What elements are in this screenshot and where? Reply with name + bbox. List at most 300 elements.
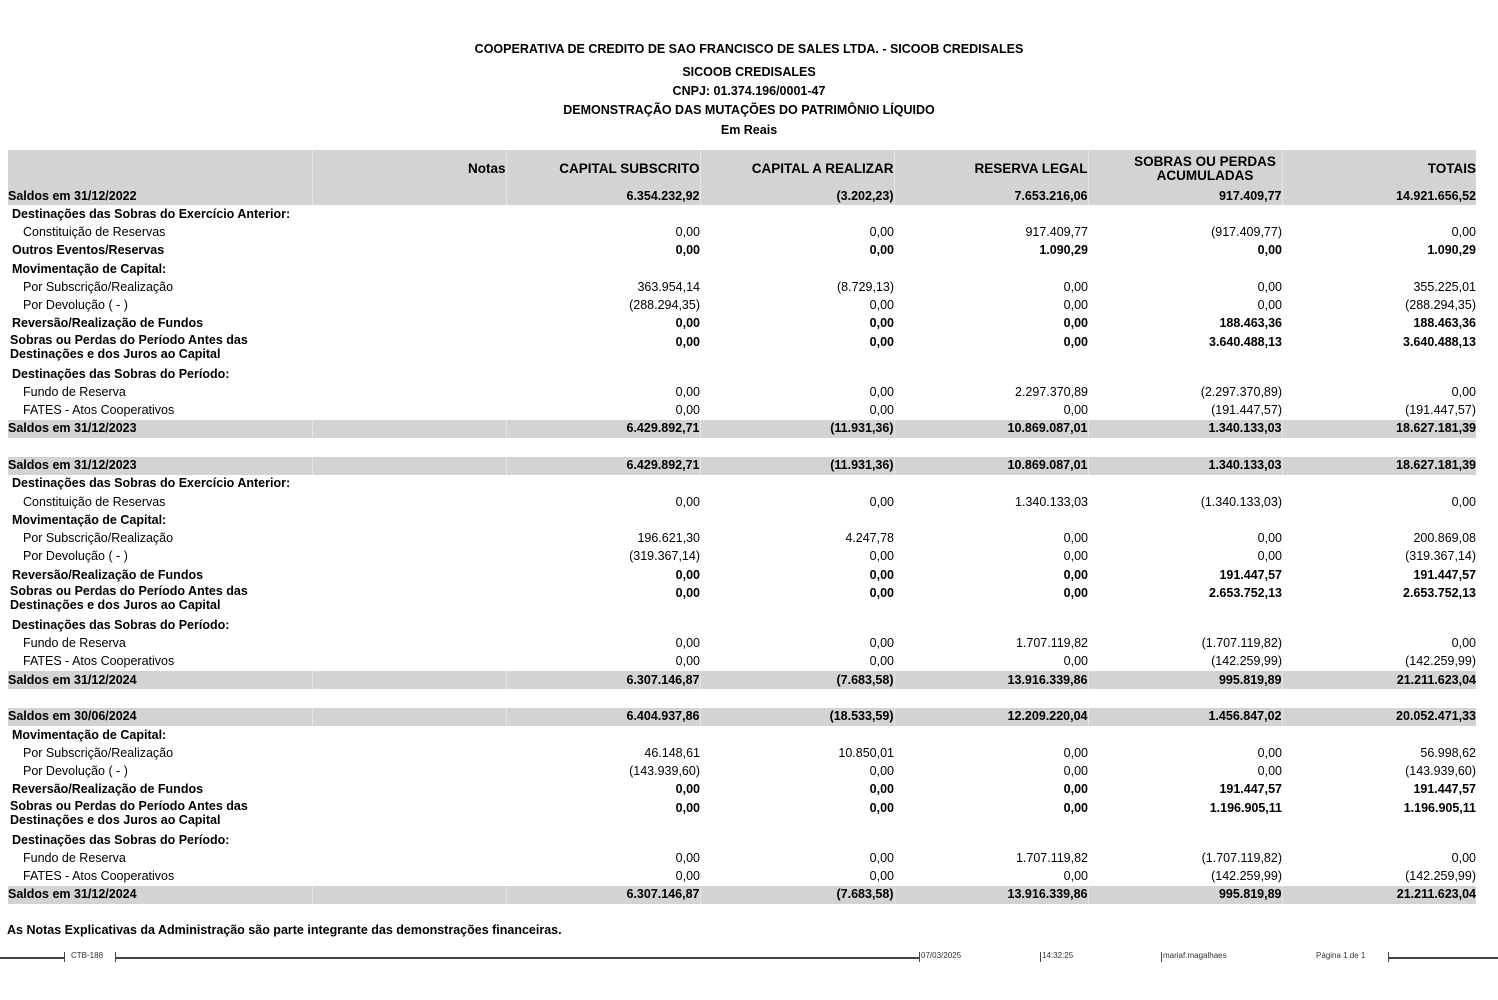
- cell-reserva-legal: 0,00: [1063, 745, 1088, 760]
- cell-notas: [312, 333, 506, 365]
- cell-sobras-perdas: 1.340.133,03: [1088, 457, 1282, 475]
- table-row: [8, 831, 1476, 849]
- cell-sobras-perdas: 995.819,89: [1088, 671, 1282, 689]
- row-label: [8, 689, 312, 708]
- cell-reserva-legal: 0,00: [1063, 549, 1088, 564]
- cell-capital-subscrito: [506, 831, 700, 849]
- cell-totais: 2.653.752,13: [1403, 586, 1476, 601]
- cell-reserva-legal: 1.090,29: [1039, 243, 1088, 258]
- cell-capital-a-realizar: 0,00: [869, 494, 894, 509]
- cell-totais: [1282, 475, 1476, 493]
- col-header-notas: Notas: [312, 150, 506, 187]
- table-row: [8, 566, 1476, 584]
- cell-capital-subscrito: 363.954,14: [637, 279, 700, 294]
- cell-capital-subscrito: 6.404.937,86: [506, 708, 700, 726]
- cell-reserva-legal: [894, 831, 1088, 849]
- table-row: [8, 315, 1476, 333]
- equity-changes-table: [8, 150, 1476, 904]
- cell-capital-a-realizar: [700, 475, 894, 493]
- cell-reserva-legal: 1.707.119,82: [1015, 636, 1088, 651]
- cell-notas: [312, 224, 506, 242]
- table-row: [8, 242, 1476, 260]
- cell-notas: [312, 671, 506, 689]
- footer-tick: [64, 952, 65, 962]
- cell-capital-subscrito: 0,00: [675, 801, 700, 815]
- cell-capital-subscrito: [506, 260, 700, 278]
- cell-capital-a-realizar: [700, 726, 894, 744]
- cell-totais: 0,00: [1451, 384, 1476, 399]
- cell-reserva-legal: 0,00: [1063, 801, 1088, 815]
- row-label: Por Subscrição/Realização: [23, 531, 174, 546]
- row-label: Fundo de Reserva: [23, 636, 126, 651]
- cell-capital-a-realizar: 0,00: [869, 869, 894, 884]
- cell-sobras-perdas: [1088, 205, 1282, 223]
- cell-capital-subscrito: 0,00: [675, 850, 700, 865]
- cell-reserva-legal: 1.340.133,03: [1015, 494, 1088, 509]
- print-date: 07/03/2025: [921, 951, 962, 960]
- cell-totais: 1.090,29: [1427, 243, 1476, 258]
- row-label: Reversão/Realização de Fundos: [12, 782, 204, 797]
- balance-row: [8, 457, 1476, 475]
- cell-capital-a-realizar: 0,00: [869, 403, 894, 418]
- cell-sobras-perdas: [1088, 831, 1282, 849]
- cell-reserva-legal: 0,00: [1063, 782, 1088, 797]
- cell-totais: 0,00: [1451, 225, 1476, 240]
- cell-capital-a-realizar: (7.683,58): [700, 886, 894, 904]
- cell-sobras-perdas: 2.653.752,13: [1209, 586, 1282, 601]
- table-row: [8, 365, 1476, 383]
- footer-rule: [116, 957, 919, 959]
- row-label: [8, 438, 312, 457]
- cell-reserva-legal: 13.916.339,86: [894, 886, 1088, 904]
- cell-notas: [312, 584, 506, 616]
- table-row: [8, 548, 1476, 566]
- footer-rule: [0, 957, 64, 959]
- table-row: [8, 799, 1476, 831]
- row-label: Movimentação de Capital:: [12, 727, 167, 742]
- row-label: Sobras ou Perdas do Período Antes das Destinações e dos Juros ao Capital: [10, 333, 248, 361]
- cell-capital-a-realizar: 0,00: [869, 636, 894, 651]
- cell-reserva-legal: [894, 205, 1088, 223]
- cell-reserva-legal: 10.869.087,01: [894, 420, 1088, 438]
- cell-capital-subscrito: 0,00: [675, 636, 700, 651]
- col-header-label: [8, 150, 312, 187]
- row-label: Constituição de Reservas: [23, 494, 166, 509]
- cell-capital-subscrito: 46.148,61: [644, 745, 700, 760]
- footer-rule: [1389, 957, 1498, 959]
- cell-capital-subscrito: 0,00: [675, 869, 700, 884]
- cell-capital-a-realizar: [700, 689, 894, 708]
- balance-row: [8, 671, 1476, 689]
- currency-unit: Em Reais: [720, 123, 778, 137]
- cell-totais: (142.259,99): [1405, 654, 1476, 669]
- balance-row: [8, 886, 1476, 904]
- footer-tick: [1040, 952, 1041, 962]
- cell-capital-subscrito: 196.621,30: [637, 531, 700, 546]
- cell-capital-subscrito: 0,00: [675, 654, 700, 669]
- cell-sobras-perdas: (917.409,77): [1211, 225, 1282, 240]
- cell-reserva-legal: 0,00: [1063, 298, 1088, 313]
- cell-capital-subscrito: 0,00: [675, 316, 700, 331]
- cell-totais: 191.447,57: [1413, 782, 1476, 797]
- cell-capital-subscrito: 0,00: [675, 335, 700, 349]
- cell-totais: 200.869,08: [1413, 531, 1476, 546]
- cell-capital-subscrito: [506, 205, 700, 223]
- cell-totais: 21.211.623,04: [1282, 886, 1476, 904]
- cell-capital-a-realizar: 4.247,78: [845, 531, 894, 546]
- row-label: Por Subscrição/Realização: [23, 279, 174, 294]
- table-row: [8, 383, 1476, 401]
- cell-capital-subscrito: 0,00: [675, 384, 700, 399]
- table-row: [8, 616, 1476, 634]
- cell-notas: [312, 315, 506, 333]
- table-row: [8, 205, 1476, 223]
- row-label: Reversão/Realização de Fundos: [12, 567, 204, 582]
- col-header-capital-a-realizar: CAPITAL A REALIZAR: [700, 150, 894, 187]
- cell-notas: [312, 457, 506, 475]
- cell-sobras-perdas: 995.819,89: [1088, 886, 1282, 904]
- cell-capital-subscrito: 0,00: [675, 403, 700, 418]
- cell-notas: [312, 726, 506, 744]
- row-label: Saldos em 31/12/2022: [8, 187, 312, 205]
- cell-notas: [312, 548, 506, 566]
- cell-capital-a-realizar: [700, 205, 894, 223]
- cell-capital-a-realizar: (11.931,36): [700, 420, 894, 438]
- cell-capital-subscrito: [506, 689, 700, 708]
- cell-notas: [312, 868, 506, 886]
- row-label: Constituição de Reservas: [23, 225, 166, 240]
- footer-tick: [1161, 952, 1162, 962]
- cell-capital-subscrito: (288.294,35): [629, 298, 700, 313]
- cell-capital-a-realizar: 0,00: [869, 549, 894, 564]
- table-row: [8, 781, 1476, 799]
- cell-capital-a-realizar: 0,00: [869, 654, 894, 669]
- cell-capital-subscrito: 0,00: [675, 782, 700, 797]
- cell-notas: [312, 511, 506, 529]
- row-label: FATES - Atos Cooperativos: [23, 654, 175, 669]
- table-row: [8, 333, 1476, 365]
- cell-capital-subscrito: [506, 616, 700, 634]
- cell-notas: [312, 831, 506, 849]
- cell-reserva-legal: 2.297.370,89: [1015, 384, 1088, 399]
- spacer-row: [8, 689, 1476, 708]
- row-label: Reversão/Realização de Fundos: [12, 316, 204, 331]
- cell-totais: 18.627.181,39: [1282, 420, 1476, 438]
- cell-capital-subscrito: 0,00: [675, 586, 700, 601]
- table-row: [8, 260, 1476, 278]
- cell-notas: [312, 383, 506, 401]
- cell-capital-subscrito: 0,00: [675, 494, 700, 509]
- cell-sobras-perdas: [1088, 365, 1282, 383]
- cell-totais: (319.367,14): [1405, 549, 1476, 564]
- cell-notas: [312, 438, 506, 457]
- row-label: Sobras ou Perdas do Período Antes das Destinações e dos Juros ao Capital: [10, 799, 248, 827]
- cell-capital-a-realizar: 0,00: [869, 243, 894, 258]
- cell-sobras-perdas: (1.707.119,82): [1201, 850, 1282, 865]
- cell-capital-a-realizar: (7.683,58): [700, 671, 894, 689]
- cell-sobras-perdas: 0,00: [1257, 764, 1282, 779]
- cell-reserva-legal: 0,00: [1063, 586, 1088, 601]
- explanatory-note: As Notas Explicativas da Administração são parte integrante das demonstrações financeiras.: [7, 923, 562, 937]
- cell-notas: [312, 365, 506, 383]
- cell-reserva-legal: 0,00: [1063, 335, 1088, 349]
- cell-totais: 56.998,62: [1420, 745, 1476, 760]
- cell-reserva-legal: 0,00: [1063, 531, 1088, 546]
- row-label: Destinações das Sobras do Exercício Anterior:: [12, 206, 291, 221]
- cell-notas: [312, 566, 506, 584]
- cell-capital-subscrito: [506, 475, 700, 493]
- table-row: [8, 278, 1476, 296]
- row-label: Saldos em 31/12/2024: [8, 886, 312, 904]
- row-label: Saldos em 31/12/2024: [8, 671, 312, 689]
- cell-sobras-perdas: (142.259,99): [1211, 869, 1282, 884]
- row-label: Destinações das Sobras do Período:: [12, 366, 230, 381]
- row-label: Saldos em 31/12/2023: [8, 420, 312, 438]
- cell-notas: [312, 616, 506, 634]
- cell-totais: (142.259,99): [1405, 869, 1476, 884]
- cell-reserva-legal: 0,00: [1063, 764, 1088, 779]
- row-label: Fundo de Reserva: [23, 850, 126, 865]
- table-row: [8, 530, 1476, 548]
- cell-capital-subscrito: 6.354.232,92: [506, 187, 700, 205]
- cell-totais: (288.294,35): [1405, 298, 1476, 313]
- cell-capital-subscrito: 6.307.146,87: [506, 671, 700, 689]
- table-row: [8, 849, 1476, 867]
- cell-capital-a-realizar: [700, 616, 894, 634]
- cell-totais: [1282, 511, 1476, 529]
- cell-sobras-perdas: 191.447,57: [1219, 567, 1282, 582]
- cell-capital-a-realizar: 0,00: [869, 782, 894, 797]
- cell-reserva-legal: [894, 511, 1088, 529]
- cell-sobras-perdas: [1088, 616, 1282, 634]
- cell-notas: [312, 849, 506, 867]
- cell-sobras-perdas: [1088, 689, 1282, 708]
- print-time: 14:32:25: [1042, 951, 1074, 960]
- table-row: [8, 635, 1476, 653]
- table-row: [8, 224, 1476, 242]
- cell-reserva-legal: 0,00: [1063, 567, 1088, 582]
- cell-sobras-perdas: [1088, 438, 1282, 457]
- row-label: FATES - Atos Cooperativos: [23, 403, 175, 418]
- cell-notas: [312, 187, 506, 205]
- report-title: DEMONSTRAÇÃO DAS MUTAÇÕES DO PATRIMÔNIO LÍQUIDO: [563, 103, 935, 117]
- cell-reserva-legal: 0,00: [1063, 869, 1088, 884]
- cell-capital-a-realizar: 0,00: [869, 298, 894, 313]
- cell-sobras-perdas: 0,00: [1257, 745, 1282, 760]
- cell-sobras-perdas: 191.447,57: [1219, 782, 1282, 797]
- cell-notas: [312, 708, 506, 726]
- table-row: [8, 763, 1476, 781]
- cell-sobras-perdas: [1088, 726, 1282, 744]
- cell-sobras-perdas: 1.456.847,02: [1088, 708, 1282, 726]
- cell-reserva-legal: [894, 616, 1088, 634]
- cell-capital-subscrito: (319.367,14): [629, 549, 700, 564]
- cell-reserva-legal: 0,00: [1063, 403, 1088, 418]
- cell-capital-a-realizar: 0,00: [869, 335, 894, 349]
- cell-reserva-legal: [894, 260, 1088, 278]
- report-code: CTB-188: [71, 951, 104, 960]
- cell-capital-subscrito: 6.307.146,87: [506, 886, 700, 904]
- cell-notas: [312, 689, 506, 708]
- cell-totais: 1.196.905,11: [1403, 801, 1476, 815]
- cell-reserva-legal: [894, 475, 1088, 493]
- cell-capital-a-realizar: [700, 831, 894, 849]
- cell-totais: [1282, 726, 1476, 744]
- cell-reserva-legal: [894, 689, 1088, 708]
- cell-sobras-perdas: 188.463,36: [1219, 316, 1282, 331]
- col-header-sobras-perdas: SOBRAS OU PERDAS ACUMULADAS: [1088, 150, 1282, 187]
- cell-totais: [1282, 831, 1476, 849]
- row-label: Saldos em 31/12/2023: [8, 457, 312, 475]
- cell-notas: [312, 781, 506, 799]
- cell-notas: [312, 205, 506, 223]
- cell-sobras-perdas: [1088, 511, 1282, 529]
- cell-sobras-perdas: 3.640.488,13: [1209, 335, 1282, 349]
- cell-reserva-legal: 13.916.339,86: [894, 671, 1088, 689]
- row-label: Por Devolução ( - ): [23, 549, 128, 564]
- row-label: Outros Eventos/Reservas: [12, 243, 165, 258]
- cell-capital-a-realizar: (11.931,36): [700, 457, 894, 475]
- cell-sobras-perdas: (1.707.119,82): [1201, 636, 1282, 651]
- cell-capital-a-realizar: [700, 511, 894, 529]
- cell-reserva-legal: 7.653.216,06: [894, 187, 1088, 205]
- cell-capital-a-realizar: (18.533,59): [700, 708, 894, 726]
- cell-capital-a-realizar: 0,00: [869, 764, 894, 779]
- cell-sobras-perdas: (2.297.370,89): [1200, 384, 1282, 399]
- row-label: FATES - Atos Cooperativos: [23, 869, 175, 884]
- cell-capital-a-realizar: [700, 365, 894, 383]
- cell-notas: [312, 635, 506, 653]
- cell-capital-subscrito: 0,00: [675, 243, 700, 258]
- cell-totais: (143.939,60): [1405, 764, 1476, 779]
- cell-totais: [1282, 205, 1476, 223]
- cell-capital-subscrito: [506, 726, 700, 744]
- cell-capital-subscrito: [506, 438, 700, 457]
- cell-sobras-perdas: 0,00: [1257, 243, 1282, 258]
- cell-reserva-legal: 10.869.087,01: [894, 457, 1088, 475]
- cell-capital-subscrito: 0,00: [675, 225, 700, 240]
- table-body: [8, 187, 1476, 904]
- cell-capital-a-realizar: 0,00: [869, 316, 894, 331]
- cell-capital-subscrito: [506, 511, 700, 529]
- table-row: [8, 475, 1476, 493]
- cell-capital-a-realizar: 0,00: [869, 801, 894, 815]
- cell-totais: [1282, 260, 1476, 278]
- cell-sobras-perdas: 0,00: [1257, 531, 1282, 546]
- spacer-row: [8, 438, 1476, 457]
- cell-notas: [312, 420, 506, 438]
- row-label: Destinações das Sobras do Exercício Anterior:: [12, 476, 291, 491]
- cell-totais: [1282, 365, 1476, 383]
- cell-reserva-legal: [894, 365, 1088, 383]
- cell-totais: 20.052.471,33: [1282, 708, 1476, 726]
- table-row: [8, 511, 1476, 529]
- cell-sobras-perdas: (142.259,99): [1211, 654, 1282, 669]
- footer-tick: [919, 952, 920, 962]
- cell-capital-a-realizar: 0,00: [869, 384, 894, 399]
- page-number: Página 1 de 1: [1316, 951, 1366, 960]
- cell-totais: 191.447,57: [1413, 567, 1476, 582]
- user-name: mariaf.magalhaes: [1163, 951, 1227, 960]
- cell-reserva-legal: [894, 438, 1088, 457]
- cell-notas: [312, 744, 506, 762]
- cell-capital-subscrito: (143.939,60): [629, 764, 700, 779]
- cell-notas: [312, 799, 506, 831]
- row-label: Destinações das Sobras do Período:: [12, 832, 230, 847]
- cell-capital-subscrito: 0,00: [675, 567, 700, 582]
- cell-capital-subscrito: [506, 365, 700, 383]
- cell-totais: 18.627.181,39: [1282, 457, 1476, 475]
- cell-capital-a-realizar: 0,00: [869, 567, 894, 582]
- cell-capital-a-realizar: 10.850,01: [838, 745, 894, 760]
- cell-sobras-perdas: (1.340.133,03): [1200, 494, 1282, 509]
- table-row: [8, 584, 1476, 616]
- cell-reserva-legal: [894, 726, 1088, 744]
- col-header-reserva-legal: RESERVA LEGAL: [894, 150, 1088, 187]
- balance-row: [8, 187, 1476, 205]
- cell-totais: [1282, 616, 1476, 634]
- cell-reserva-legal: 0,00: [1063, 654, 1088, 669]
- company-name: COOPERATIVA DE CREDITO DE SAO FRANCISCO DE SALES LTDA. - SICOOB CREDISALES: [474, 42, 1024, 56]
- cell-totais: 14.921.656,52: [1282, 187, 1476, 205]
- cell-notas: [312, 402, 506, 420]
- cell-notas: [312, 242, 506, 260]
- cell-totais: 0,00: [1451, 494, 1476, 509]
- row-label: Sobras ou Perdas do Período Antes das Destinações e dos Juros ao Capital: [10, 584, 248, 613]
- cell-notas: [312, 530, 506, 548]
- table-header-row: [8, 150, 1476, 187]
- cell-reserva-legal: 12.209.220,04: [894, 708, 1088, 726]
- table-row: [8, 493, 1476, 511]
- cell-totais: [1282, 689, 1476, 708]
- cell-totais: 355.225,01: [1413, 279, 1476, 294]
- row-label: Por Devolução ( - ): [23, 764, 128, 779]
- col-header-totais: TOTAIS: [1282, 150, 1476, 187]
- cell-reserva-legal: 917.409,77: [1025, 225, 1088, 240]
- cell-totais: 3.640.488,13: [1403, 335, 1476, 349]
- short-name: SICOOB CREDISALES: [682, 65, 816, 79]
- row-label: Destinações das Sobras do Período:: [12, 617, 230, 632]
- cell-notas: [312, 493, 506, 511]
- cell-totais: 0,00: [1451, 850, 1476, 865]
- cell-sobras-perdas: [1088, 475, 1282, 493]
- cell-sobras-perdas: 1.340.133,03: [1088, 420, 1282, 438]
- cell-reserva-legal: 1.707.119,82: [1015, 850, 1088, 865]
- cell-capital-a-realizar: (8.729,13): [837, 279, 894, 294]
- cell-sobras-perdas: 0,00: [1257, 298, 1282, 313]
- cell-totais: (191.447,57): [1405, 403, 1476, 418]
- cell-totais: [1282, 438, 1476, 457]
- cell-totais: 21.211.623,04: [1282, 671, 1476, 689]
- cell-sobras-perdas: [1088, 260, 1282, 278]
- cnpj: CNPJ: 01.374.196/0001-47: [672, 84, 826, 98]
- cell-notas: [312, 297, 506, 315]
- row-label: Por Devolução ( - ): [23, 298, 128, 313]
- row-label: Saldos em 30/06/2024: [8, 708, 312, 726]
- table-row: [8, 653, 1476, 671]
- cell-notas: [312, 763, 506, 781]
- cell-notas: [312, 278, 506, 296]
- cell-sobras-perdas: 0,00: [1257, 549, 1282, 564]
- cell-capital-a-realizar: [700, 260, 894, 278]
- balance-row: [8, 420, 1476, 438]
- row-label: Movimentação de Capital:: [12, 512, 167, 527]
- cell-sobras-perdas: 0,00: [1257, 279, 1282, 294]
- table-row: [8, 297, 1476, 315]
- cell-reserva-legal: 0,00: [1063, 316, 1088, 331]
- cell-sobras-perdas: (191.447,57): [1211, 403, 1282, 418]
- cell-reserva-legal: 0,00: [1063, 279, 1088, 294]
